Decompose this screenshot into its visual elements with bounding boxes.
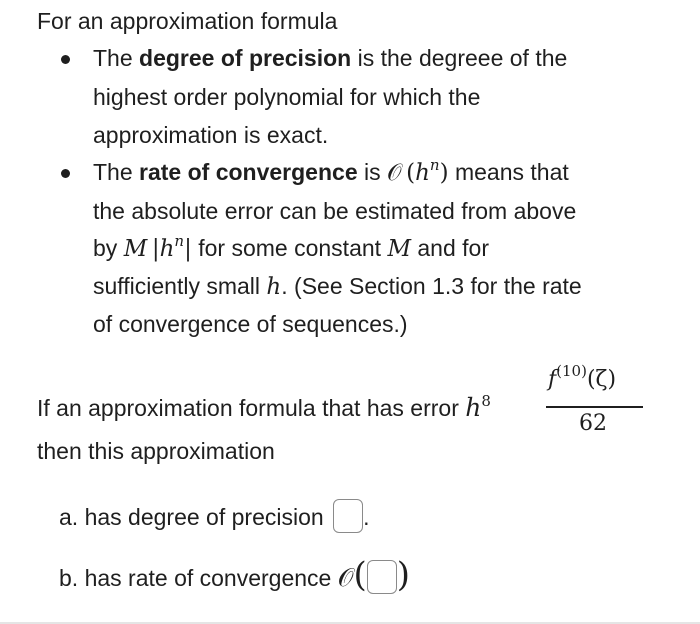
math-zeta-arg: (ζ) — [586, 367, 617, 392]
bullet1-line2: highest order polynomial for which the — [93, 84, 481, 110]
part-a — [59, 504, 369, 533]
bullet2-line5: of convergence of sequences.) — [93, 311, 408, 337]
math-h: h — [266, 274, 282, 300]
bullet-dot — [61, 169, 70, 178]
math-f: f — [548, 367, 557, 392]
big-o-expression: 𝒪 $(h^n)$ — [387, 156, 449, 186]
bullet2-line3-pre: by — [93, 235, 124, 261]
degree-answer-box[interactable] — [333, 499, 363, 533]
question-line2: then this approximation — [37, 438, 275, 464]
bullet2-line2: the absolute error can be estimated from above — [93, 198, 577, 224]
math-n: n — [429, 156, 440, 174]
bullet2-pre: The — [93, 159, 140, 185]
right-paren: ) — [396, 555, 411, 595]
part-b-label: b. — [59, 565, 79, 591]
bullet1-line1 — [93, 45, 567, 72]
bullet2-line1 — [93, 156, 569, 186]
bullet1-line3: approximation is exact. — [93, 122, 329, 148]
intro-text: For an approximation formula — [37, 8, 338, 34]
question-line1-text: If an approximation formula that has error — [37, 395, 466, 421]
fraction-denominator: 62 — [579, 411, 607, 436]
bullet1-line1-post: is the degreee of the — [351, 45, 568, 71]
derivative-order: (10) — [556, 362, 587, 380]
fraction-numerator — [548, 362, 617, 392]
part-b — [59, 555, 410, 595]
bullet2-line3 — [93, 232, 489, 262]
bullet-dot — [61, 55, 70, 64]
rate-answer-box[interactable] — [367, 560, 397, 594]
fraction-bar — [546, 406, 643, 408]
math-M: M — [123, 236, 148, 262]
bullet2-line3-post: for some constant — [191, 235, 388, 261]
bullet2-mid: is — [357, 159, 388, 185]
bullet2-line4-post: . (See Section 1.3 for the rate — [281, 273, 582, 299]
abs-h-n: $|h^n|$ — [147, 232, 192, 262]
big-o-symbol: 𝒪 — [337, 563, 354, 592]
math-h: h — [159, 236, 175, 262]
bullet1-pre: The — [93, 45, 140, 71]
math-n: n — [174, 232, 185, 250]
bullet2-line1-post: means that — [448, 159, 569, 185]
part-b-text: has rate of convergence — [84, 565, 332, 591]
left-paren: ( — [353, 555, 367, 595]
question-line1 — [37, 393, 491, 422]
big-o-symbol: 𝒪 — [387, 160, 402, 186]
math-M: M — [387, 236, 411, 262]
bullet2-line4 — [93, 273, 582, 300]
math-h: h — [465, 393, 482, 422]
math-h: h — [415, 160, 430, 186]
degree-of-precision-term: degree of precision — [139, 45, 352, 71]
part-a-text: has degree of precision — [84, 504, 324, 530]
rate-of-convergence-term: rate of convergence — [139, 159, 358, 185]
bullet2-line3-end: and for — [411, 235, 489, 261]
part-a-suffix: . — [363, 504, 370, 530]
math-exponent: 8 — [481, 392, 491, 410]
bullet2-line4-pre: sufficiently small — [93, 273, 267, 299]
part-a-label: a. — [59, 504, 79, 530]
